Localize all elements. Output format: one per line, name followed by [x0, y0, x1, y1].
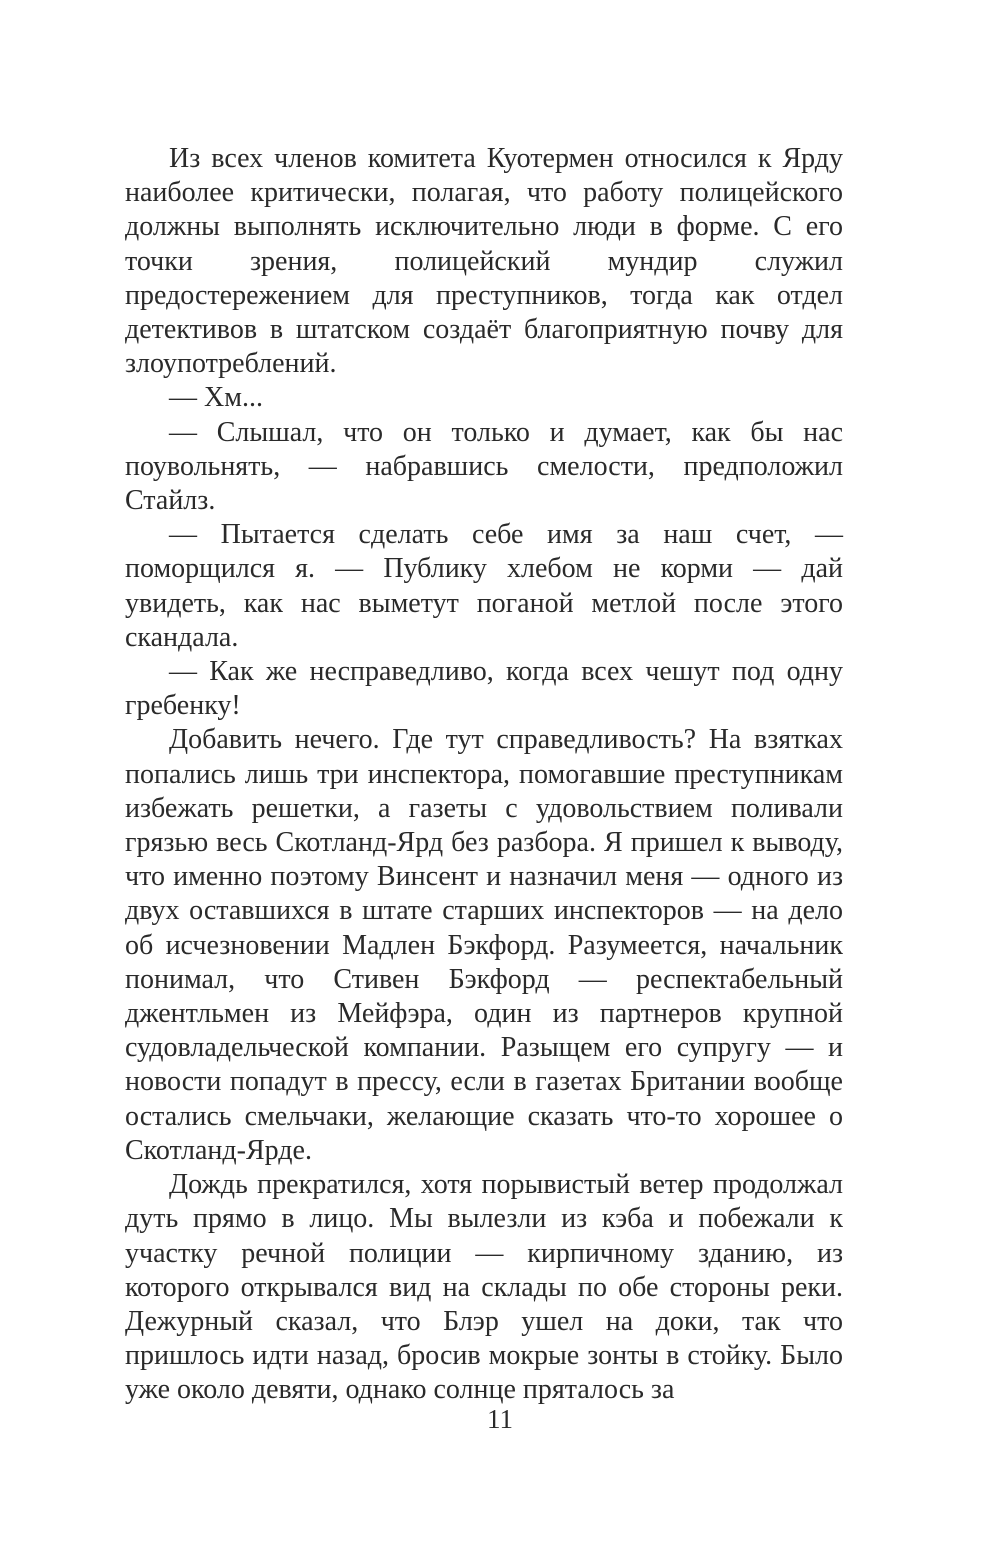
paragraph-7: Дождь прекратился, хотя порывистый ветер продолжал дуть прямо в лицо. Мы вылезли из кэба и побежали к участку речной полиции — кирпичному зданию, из которого открывался вид на склады по обе стороны реки. Дежурный сказал, что Блэр ушел на доки, так что пришлось идти назад, бросив мокрые зонты в стойку. Было уже около девяти, однако солнце пряталось за: [125, 1169, 843, 1406]
paragraph-2: — Хм...: [169, 382, 263, 414]
paragraph-1: Из всех членов комитета Куотермен относился к Ярду наиболее критически, полагая, что работу полицейского должны выполнять исключительно люди в форме. С его точки зрения, полицейский мундир служил предостережением для преступников, тогда как отдел детективов в штатском создаёт благоприятную почву для злоупотреблений.: [125, 143, 843, 380]
paragraph-5: — Как же несправедливо, когда всех чешут под одну гребенку!: [125, 656, 843, 722]
body-text: [125, 142, 843, 1408]
paragraph-6: Добавить нечего. Где тут справедливость? На взятках попались лишь три инспектора, помогавшие преступникам избежать решетки, а газеты с удовольствием поливали грязью весь Скотланд-Ярд без разбора. Я пришел к выводу, что именно поэтому Винсент и назначил меня — одного из двух оставшихся в штате старших инспекторов — на дело об исчезновении Мадлен Бэкфорд. Разумеется, начальник понимал, что Стивен Бэкфорд — респектабельный джентльмен из Мейфэра, один из партнеров крупной судовладельческой компании. Разыщем его супругу — и новости попадут в прессу, если в газетах Британии вообще остались смельчаки, желающие сказать что-то хорошее о Скотланд-Ярде.: [125, 724, 843, 1166]
paragraph-4: — Пытается сделать себе имя за наш счет, — поморщился я. — Публику хлебом не корми — дай увидеть, как нас выметут поганой метлой после этого скандала.: [125, 519, 843, 653]
page-number: 11: [487, 1404, 513, 1434]
paragraph-3: — Слышал, что он только и думает, как бы нас поувольнять, — набравшись смелости, предположил Стайлз.: [125, 416, 843, 517]
